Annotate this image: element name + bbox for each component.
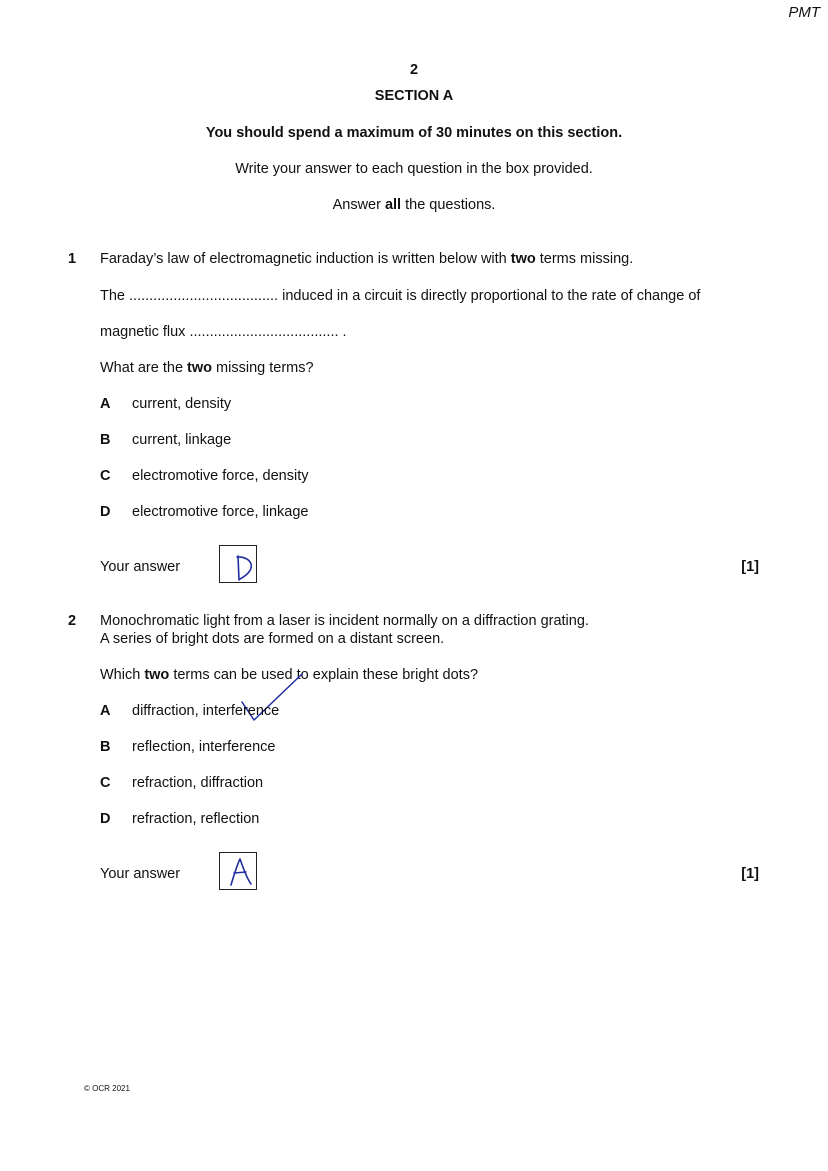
q2-option-c-letter: C [100,775,111,791]
q1-option-a-text: current, density [132,396,232,412]
question-1-answer-box[interactable] [219,545,257,583]
question-1-marks: [1] [741,559,759,575]
q2-handwritten-answer-a [220,853,258,891]
copyright-footer: © OCR 2021 [84,1084,130,1093]
q2-option-d-letter: D [100,811,111,827]
q1-handwritten-answer-d [220,546,258,584]
q1-option-d-letter: D [100,504,111,520]
question-2-number: 2 [68,613,77,629]
q1-option-b-letter: B [100,432,111,448]
question-2-answer-label: Your answer [100,866,181,882]
pmt-label: PMT [788,4,820,21]
q2-option-b-text: reflection, interference [132,739,276,755]
q2-option-b-letter: B [100,739,111,755]
question-2-stem-line2: A series of bright dots are formed on a distant screen. [100,631,445,647]
question-1-sentence-line1: The ..................................... induced in a circuit is directly proportional to the rate of change of [100,288,701,304]
question-1-number: 1 [68,251,77,267]
answer-all-instruction: Answer all the questions. [332,197,496,213]
question-1-prompt: What are the two missing terms? [100,360,314,376]
question-2-prompt: Which two terms can be used to explain these bright dots? [100,667,479,683]
q1-option-c-letter: C [100,468,111,484]
question-2-answer-box[interactable] [219,852,257,890]
question-1-stem: Faraday’s law of electromagnetic induction is written below with two terms missing. [100,251,634,267]
question-2-marks: [1] [741,866,759,882]
question-1-answer-label: Your answer [100,559,181,575]
q2-option-d-text: refraction, reflection [132,811,260,827]
q2-option-a-letter: A [100,703,111,719]
q2-option-a-text: diffraction, interference [132,703,280,719]
q1-option-b-text: current, linkage [132,432,232,448]
q2-option-c-text: refraction, diffraction [132,775,264,791]
question-2-stem-line1: Monochromatic light from a laser is incident normally on a diffraction grating. [100,613,589,629]
section-title: SECTION A [374,88,454,104]
q1-option-a-letter: A [100,396,111,412]
time-instruction: You should spend a maximum of 30 minutes on this section. [205,125,623,141]
answer-box-instruction: Write your answer to each question in the box provided. [235,161,593,177]
q1-option-c-text: electromotive force, density [132,468,309,484]
page-number: 2 [409,62,419,78]
q1-option-d-text: electromotive force, linkage [132,504,309,520]
question-1-sentence-line2: magnetic flux ..................................... . [100,324,347,340]
